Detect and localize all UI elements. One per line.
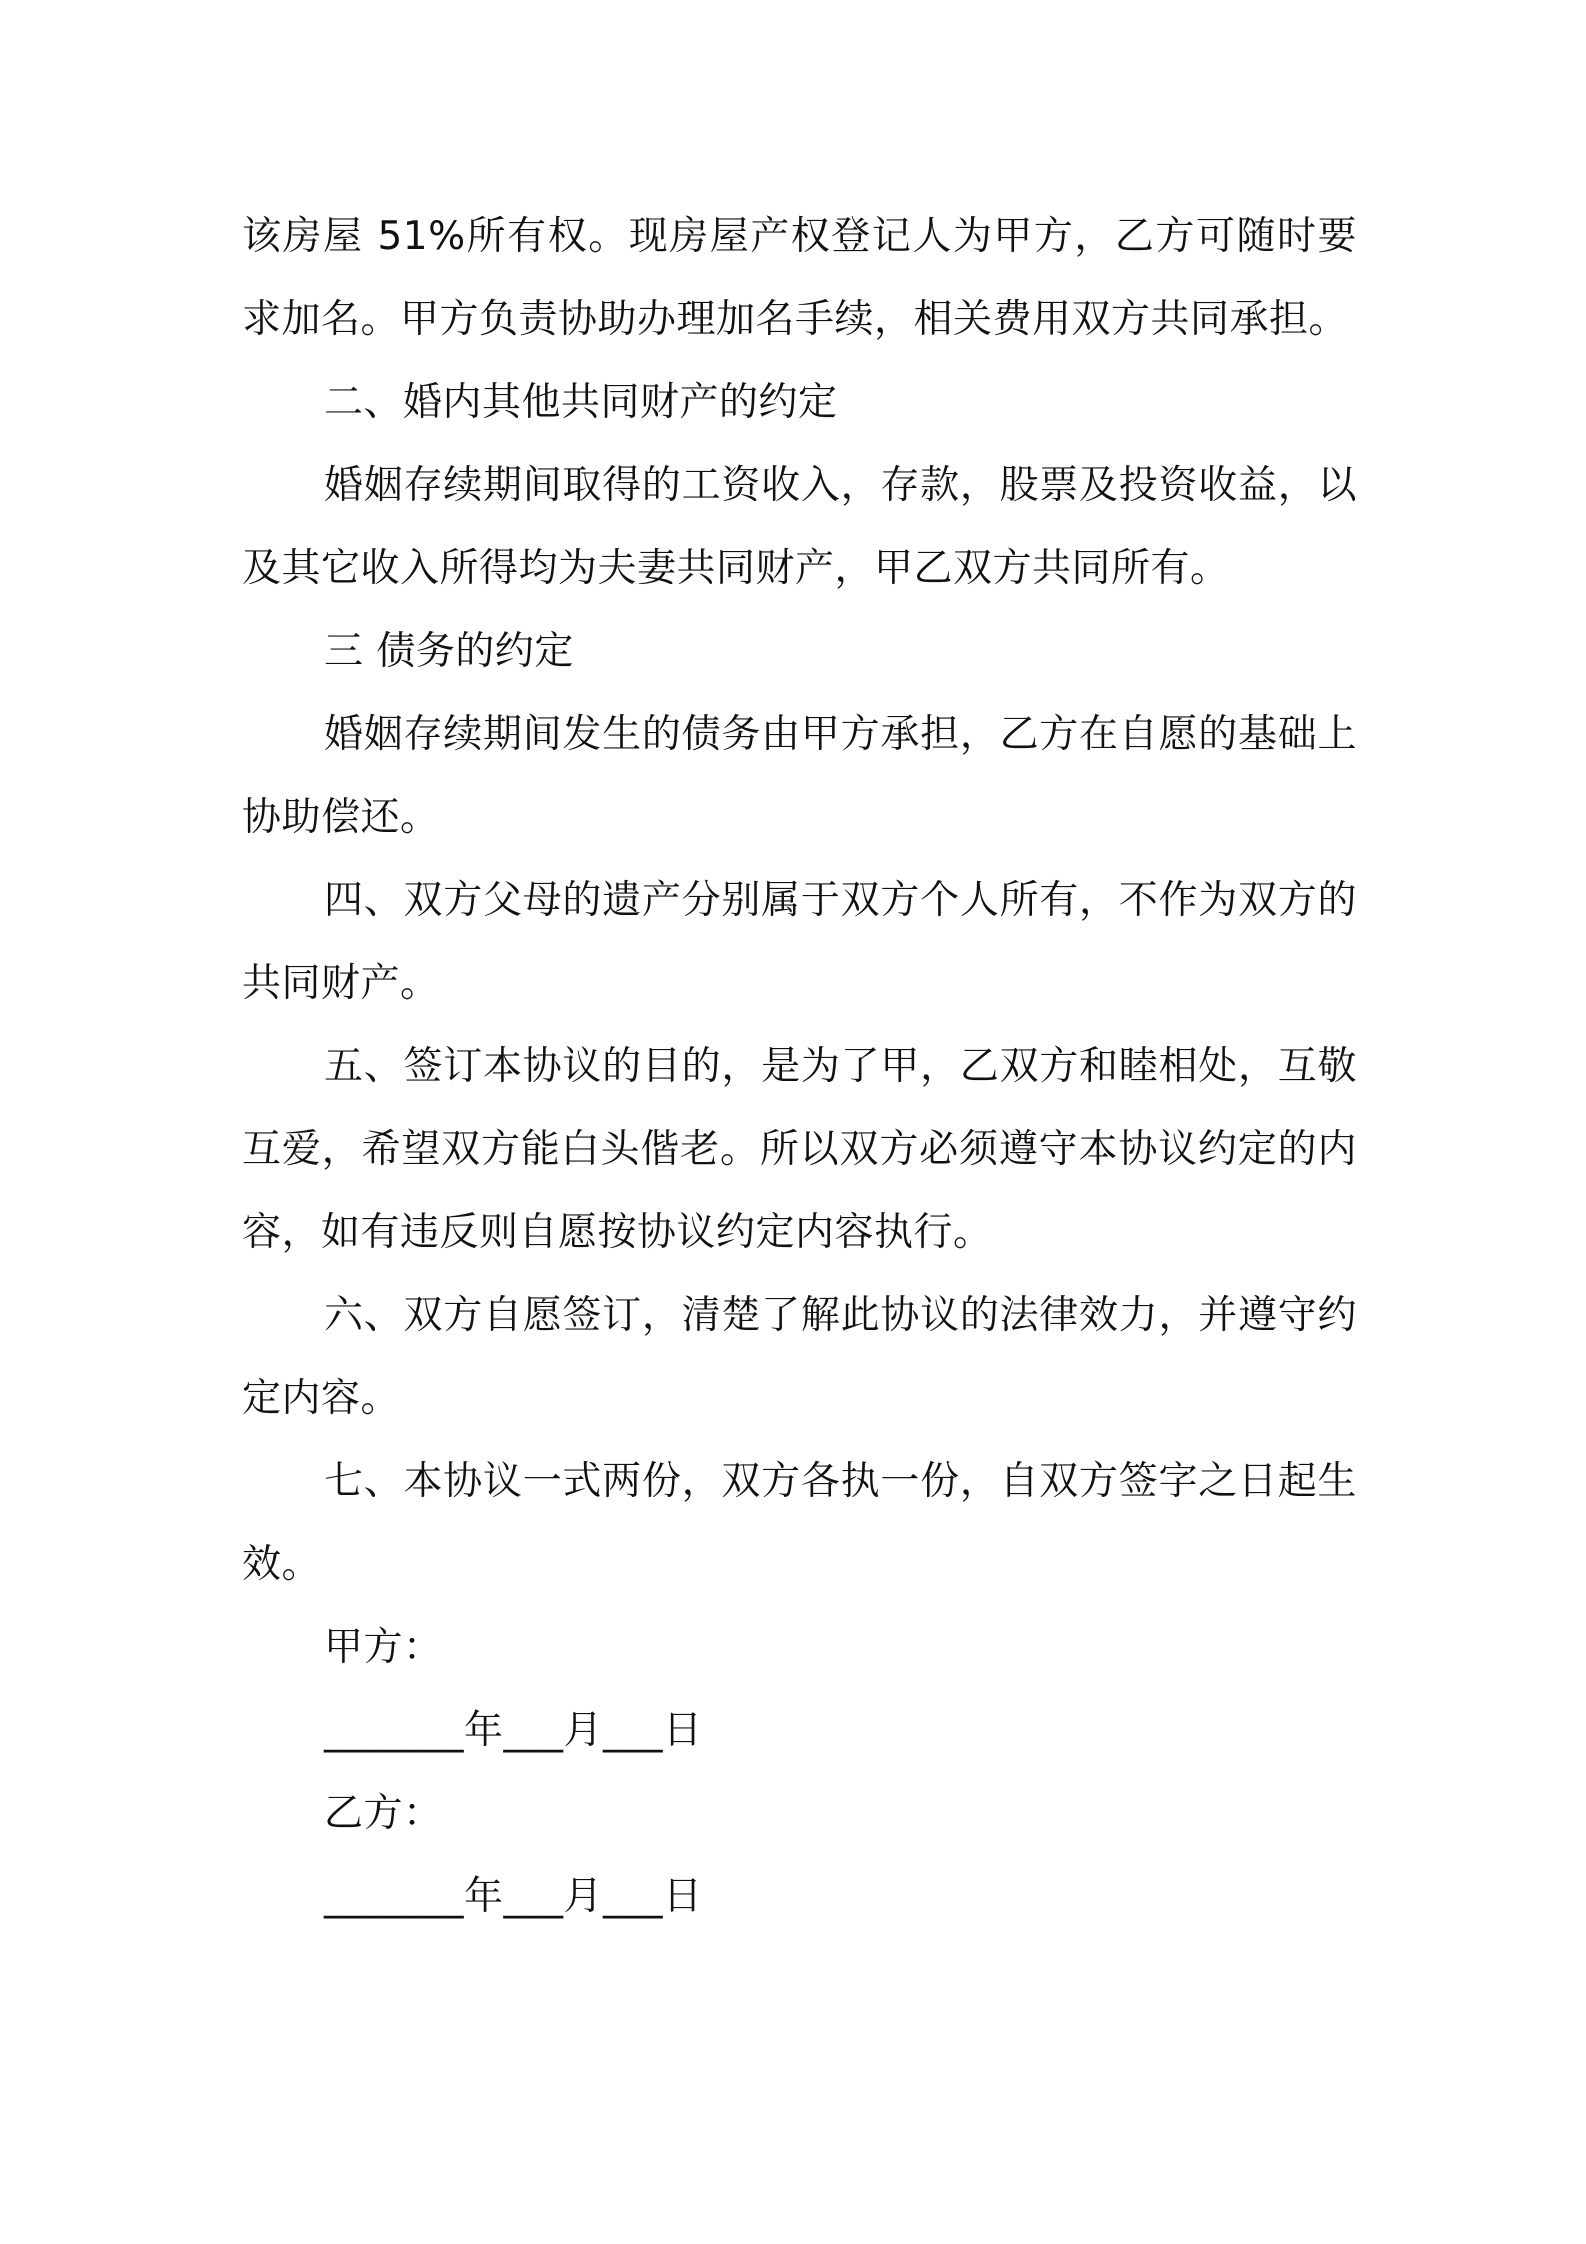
heading-debt-agreement: 三 债务的约定 <box>324 629 574 674</box>
paragraph-purpose: 五、签订本协议的目的，是为了甲，乙双方和睦相处，互敬互爱，希望双方能白头偕老。所以双方必须遵守本协议约定的内容，如有违反则自愿按协议约定内容执行。 <box>242 1044 1357 1255</box>
party-b-label: 乙方： <box>324 1791 443 1836</box>
paragraph-debt: 婚姻存续期间发生的债务由甲方承担，乙方在自愿的基础上协助偿还。 <box>242 712 1357 840</box>
party-b-date-line: _______年___月___日 <box>324 1874 703 1919</box>
heading-marital-joint-property: 二、婚内其他共同财产的约定 <box>324 380 838 425</box>
paragraph-joint-property: 婚姻存续期间取得的工资收入，存款，股票及投资收益，以及其它收入所得均为夫妻共同财产，甲乙双方共同所有。 <box>242 463 1357 591</box>
document-body <box>242 195 1357 1938</box>
paragraph-voluntary-signing: 六、双方自愿签订，清楚了解此协议的法律效力，并遵守约定内容。 <box>242 1293 1357 1421</box>
paragraph-copies-effective: 七、本协议一式两份，双方各执一份，自双方签字之日起生效。 <box>242 1459 1357 1587</box>
paragraph-property-ownership: 该房屋 51%所有权。现房屋产权登记人为甲方，乙方可随时要求加名。甲方负责协助办理加名手续，相关费用双方共同承担。 <box>242 214 1357 342</box>
paragraph-inheritance: 四、双方父母的遗产分别属于双方个人所有，不作为双方的共同财产。 <box>242 878 1357 1006</box>
party-a-label: 甲方： <box>324 1625 443 1670</box>
party-a-date-line: _______年___月___日 <box>324 1708 703 1753</box>
